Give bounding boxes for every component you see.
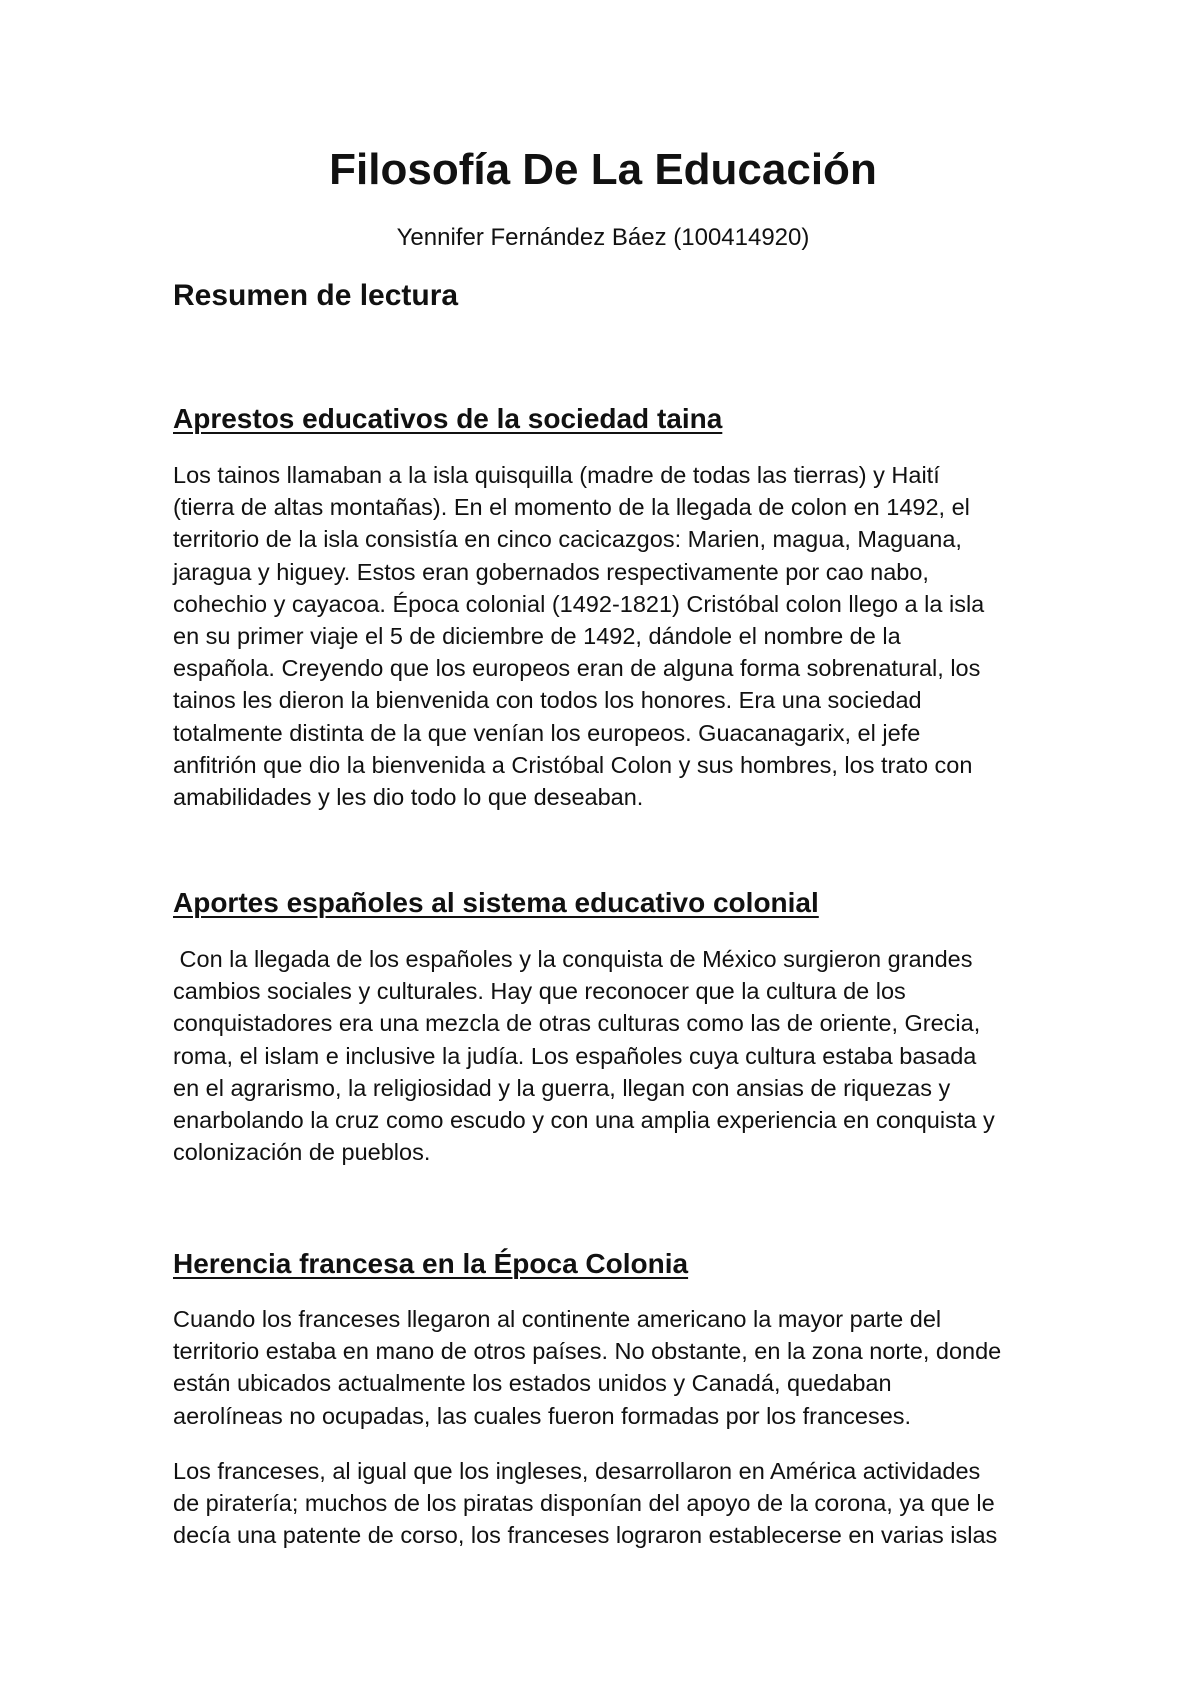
paragraph-line: española. Creyendo que los europeos eran de alguna forma sobrenatural, los: [173, 655, 981, 682]
paragraph-line: enarbolando la cruz como escudo y con una amplia experiencia en conquista y: [173, 1107, 995, 1134]
paragraph-line: Cuando los franceses llegaron al continente americano la mayor parte del: [173, 1306, 942, 1332]
paragraph-line: Los franceses, al igual que los ingleses, desarrollaron en América actividades: [173, 1458, 981, 1484]
section-heading-herencia: Herencia francesa en la Época Colonia: [173, 1248, 689, 1279]
paragraph-line: en el agrarismo, la religiosidad y la guerra, llegan con ansias de riquezas y: [173, 1074, 951, 1101]
paragraph-line: territorio de la isla consistía en cinco cacicazgos: Marien, magua, Maguana,: [173, 526, 962, 553]
document-subtitle: Resumen de lectura: [173, 279, 459, 312]
paragraph-line: jaragua y higuey. Estos eran gobernados respectivamente por cao nabo,: [173, 558, 929, 585]
paragraph-line: están ubicados actualmente los estados unidos y Canadá, quedaban: [173, 1370, 892, 1397]
paragraph-line: totalmente distinta de la que venían los europeos. Guacanagarix, el jefe: [173, 719, 921, 746]
paragraph-line: amabilidades y les dio todo lo que deseaban.: [173, 784, 644, 811]
paragraph-line: decía una patente de corso, los franceses lograron establecerse en varias islas: [173, 1522, 998, 1549]
paragraph-line: de piratería; muchos de los piratas disponían del apoyo de la corona, ya que le: [173, 1490, 995, 1517]
section-heading-aprestos: Aprestos educativos de la sociedad taina: [173, 403, 723, 434]
paragraph: [173, 943, 1043, 1168]
section-heading-aportes: Aportes españoles al sistema educativo colonial: [173, 887, 819, 918]
paragraph-line: aerolíneas no ocupadas, las cuales fueron formadas por los franceses.: [173, 1402, 912, 1429]
paragraph-line: tainos les dieron la bienvenida con todos los honores. Era una sociedad: [173, 687, 922, 714]
paragraph-line: colonización de pueblos.: [173, 1139, 431, 1166]
paragraph-line: Los tainos llamaban a la isla quisquilla (madre de todas las tierras) y Haití: [173, 462, 940, 488]
paragraph: [173, 1455, 1043, 1552]
paragraph-line: conquistadores era una mezcla de otras culturas como las de oriente, Grecia,: [173, 1010, 981, 1037]
paragraph-line: (tierra de altas montañas). En el momento de la llegada de colon en 1492, el: [173, 494, 970, 521]
paragraph-line: cambios sociales y culturales. Hay que reconocer que la cultura de los: [173, 978, 906, 1005]
paragraph-line: territorio estaba en mano de otros países. No obstante, en la zona norte, donde: [173, 1338, 1002, 1365]
paragraph-line: cohechio y cayacoa. Época colonial (1492-1821) Cristóbal colon llego a la isla: [173, 590, 985, 617]
document-title: Filosofía De La Educación: [329, 145, 877, 194]
paragraph: [173, 1303, 1043, 1432]
author-line: Yennifer Fernández Báez (100414920): [396, 224, 810, 251]
paragraph-line: roma, el islam e inclusive la judía. Los españoles cuya cultura estaba basada: [173, 1042, 977, 1069]
paragraph-line: en su primer viaje el 5 de diciembre de 1492, dándole el nombre de la: [173, 623, 901, 650]
paragraph-line: anfitrión que dio la bienvenida a Cristóbal Colon y sus hombres, los trato con: [173, 751, 973, 778]
paragraph: [173, 459, 1043, 813]
paragraph-line: Con la llegada de los españoles y la conquista de México surgieron grandes: [173, 946, 973, 972]
